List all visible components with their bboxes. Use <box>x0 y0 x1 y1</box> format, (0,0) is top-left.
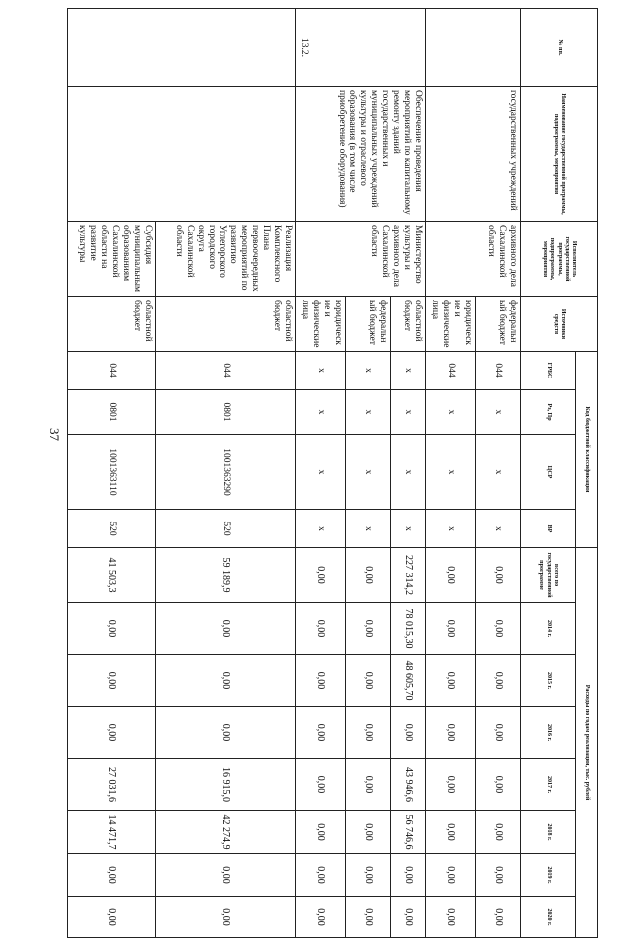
row-year-value: 0,00 <box>426 854 476 897</box>
header-year: 2017 г. <box>521 759 576 811</box>
row-csr: x <box>391 435 426 510</box>
row-year-value: 0,00 <box>476 759 521 811</box>
row-name <box>68 87 296 222</box>
row-vr: 520 <box>68 510 156 548</box>
row-grbs: x <box>296 352 346 390</box>
row-csr: x <box>476 435 521 510</box>
row-year-value: 0,00 <box>68 707 156 759</box>
row-year-value: 0,00 <box>426 897 476 938</box>
row-total: 0,00 <box>426 548 476 603</box>
header-year: 2015 г. <box>521 655 576 707</box>
row-grbs: 044 <box>156 352 296 390</box>
row-year-value: 0,00 <box>476 707 521 759</box>
row-source: федеральный бюджет <box>476 297 521 352</box>
header-source: Источники средств <box>521 297 598 352</box>
row-rzpr: x <box>391 390 426 435</box>
row-rzpr: x <box>346 390 391 435</box>
row-year-value: 0,00 <box>476 655 521 707</box>
row-year-value: 42 274,9 <box>156 811 296 854</box>
header-code-group: Код бюджетной классификации <box>576 352 598 548</box>
row-rzpr: x <box>296 390 346 435</box>
row-year-value: 27 031,6 <box>68 759 156 811</box>
header-row-1 <box>576 9 598 938</box>
row-total: 0,00 <box>346 548 391 603</box>
row-csr: x <box>426 435 476 510</box>
header-name: Наименование государственной программы, подпрограммы, мероприятия <box>521 87 598 222</box>
header-year: 2016 г. <box>521 707 576 759</box>
row-rzpr: 0801 <box>156 390 296 435</box>
row-year-value: 0,00 <box>68 603 156 655</box>
row-total: 0,00 <box>476 548 521 603</box>
row-num <box>68 9 296 87</box>
row-vr: x <box>391 510 426 548</box>
row-year-value: 0,00 <box>296 811 346 854</box>
row-vr: x <box>476 510 521 548</box>
row-source: областной бюджет <box>391 297 426 352</box>
row-year-value: 0,00 <box>296 603 346 655</box>
row-name: государственных учреждений <box>426 87 521 222</box>
table-row <box>476 9 521 938</box>
header-num: № пп. <box>521 9 598 87</box>
row-total: 0,00 <box>296 548 346 603</box>
row-year-value: 0,00 <box>296 897 346 938</box>
row-year-value: 0,00 <box>426 603 476 655</box>
row-year-value: 0,00 <box>391 707 426 759</box>
row-year-value: 0,00 <box>156 707 296 759</box>
row-year-value: 0,00 <box>68 854 156 897</box>
row-year-value: 43 946,6 <box>391 759 426 811</box>
row-grbs: 044 <box>476 352 521 390</box>
table-row <box>391 9 426 938</box>
row-executor: Реализация Комплексного Плана первоочередных мероприятий по развитию Углегорского городского округа Сахалинской области <box>156 222 296 297</box>
row-year-value: 0,00 <box>426 655 476 707</box>
row-csr: x <box>346 435 391 510</box>
row-year-value: 0,00 <box>346 759 391 811</box>
row-total: 59 189,9 <box>156 548 296 603</box>
header-vr: ВР <box>521 510 576 548</box>
row-year-value: 0,00 <box>156 897 296 938</box>
header-year: 2018 г. <box>521 811 576 854</box>
row-csr: 1001363110 <box>68 435 156 510</box>
row-year-value: 48 605,70 <box>391 655 426 707</box>
header-year: 2020 г. <box>521 897 576 938</box>
row-name: Обеспечение проведения мероприятий по капитальному ремонту зданий государственных и муниципальных учреждений культуры и отраслевого образования (в том числе приобретение оборудования) <box>296 87 426 222</box>
row-year-value: 0,00 <box>476 854 521 897</box>
row-grbs: 044 <box>426 352 476 390</box>
row-source: юридические и физические лица <box>426 297 476 352</box>
page-number: 37 <box>47 428 62 441</box>
row-grbs: x <box>391 352 426 390</box>
row-year-value: 0,00 <box>296 655 346 707</box>
row-year-value: 0,00 <box>346 655 391 707</box>
row-year-value: 0,00 <box>426 811 476 854</box>
row-year-value: 0,00 <box>156 655 296 707</box>
row-year-value: 16 915,0 <box>156 759 296 811</box>
row-year-value: 0,00 <box>68 897 156 938</box>
budget-table <box>67 8 598 938</box>
row-vr: 520 <box>156 510 296 548</box>
header-year: 2014 г. <box>521 603 576 655</box>
rotated-page <box>68 8 598 926</box>
row-year-value: 0,00 <box>346 811 391 854</box>
row-rzpr: x <box>426 390 476 435</box>
row-year-value: 0,00 <box>346 854 391 897</box>
row-year-value: 0,00 <box>346 603 391 655</box>
row-executor: Министерство культуры и архивного дела Сахалинской области <box>296 222 426 297</box>
row-year-value: 0,00 <box>346 707 391 759</box>
row-csr: x <box>296 435 346 510</box>
row-grbs: x <box>346 352 391 390</box>
row-year-value: 78 015,30 <box>391 603 426 655</box>
row-vr: x <box>296 510 346 548</box>
row-source: областной бюджет <box>156 297 296 352</box>
row-year-value: 0,00 <box>426 759 476 811</box>
header-total: всего по государственной программе <box>521 548 576 603</box>
row-year-value: 0,00 <box>156 603 296 655</box>
row-year-value: 56 746,6 <box>391 811 426 854</box>
row-year-value: 0,00 <box>476 811 521 854</box>
header-executor: Исполнитель государственной программы, подпрограммы, мероприятия <box>521 222 598 297</box>
row-year-value: 0,00 <box>296 759 346 811</box>
row-num <box>426 9 521 87</box>
row-grbs: 044 <box>68 352 156 390</box>
row-vr: x <box>346 510 391 548</box>
row-year-value: 0,00 <box>68 655 156 707</box>
row-rzpr: x <box>476 390 521 435</box>
row-source: областной бюджет <box>68 297 156 352</box>
row-year-value: 14 471,7 <box>68 811 156 854</box>
header-year: 2019 г. <box>521 854 576 897</box>
header-grbs: ГРБС <box>521 352 576 390</box>
row-year-value: 0,00 <box>426 707 476 759</box>
row-year-value: 0,00 <box>476 603 521 655</box>
row-num: 13.2. <box>296 9 426 87</box>
row-year-value: 0,00 <box>391 897 426 938</box>
row-vr: x <box>426 510 476 548</box>
row-year-value: 0,00 <box>156 854 296 897</box>
row-total: 41 503,3 <box>68 548 156 603</box>
table-row <box>156 9 296 938</box>
row-source: федеральный бюджет <box>346 297 391 352</box>
row-year-value: 0,00 <box>346 897 391 938</box>
row-csr: 1001363290 <box>156 435 296 510</box>
row-year-value: 0,00 <box>391 854 426 897</box>
header-csr: ЦСР <box>521 435 576 510</box>
row-source: юридические и физические лица <box>296 297 346 352</box>
row-year-value: 0,00 <box>476 897 521 938</box>
row-rzpr: 0801 <box>68 390 156 435</box>
row-executor: архивного дела Сахалинской области <box>426 222 521 297</box>
row-year-value: 0,00 <box>296 707 346 759</box>
row-executor: Субсидия муниципальным образованиям Сахалинской области на развитие культуры <box>68 222 156 297</box>
header-expense-group: Расходы по годам реализации, тыс. рублей <box>576 548 598 938</box>
header-rzpr: Рз, Пр <box>521 390 576 435</box>
row-year-value: 0,00 <box>296 854 346 897</box>
row-total: 227 314,2 <box>391 548 426 603</box>
